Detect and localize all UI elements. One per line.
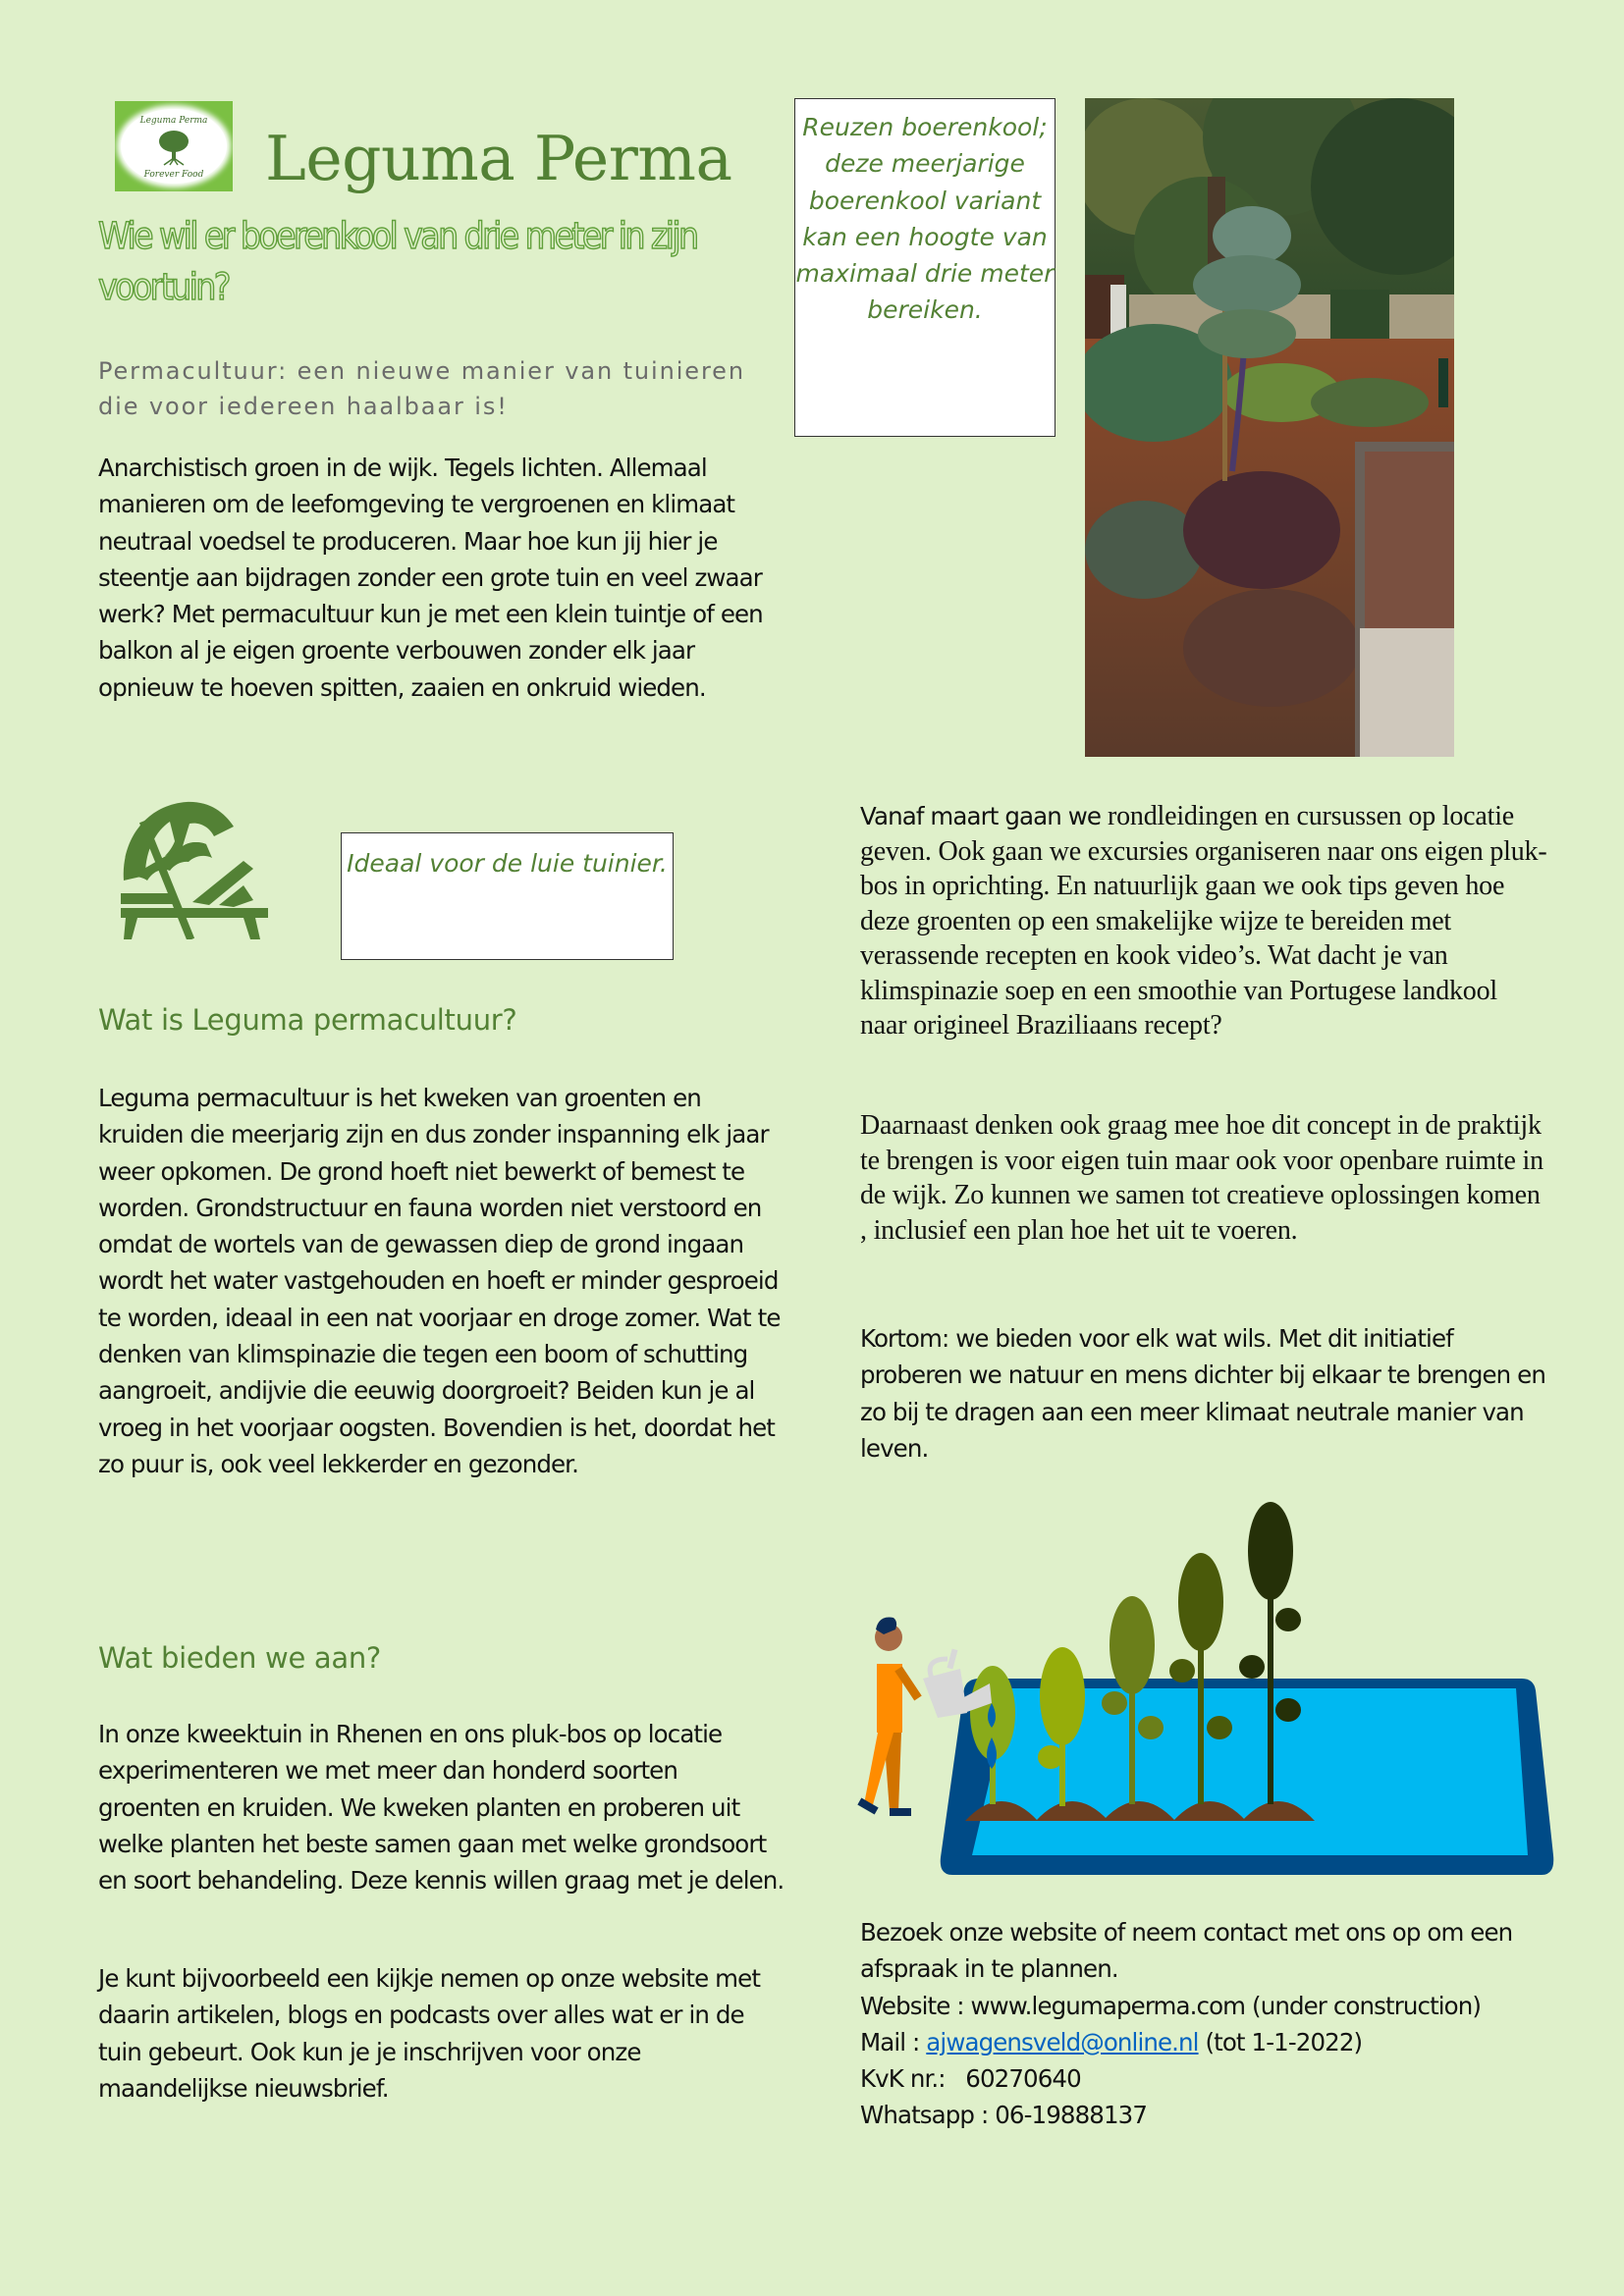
garden-photo [1085,98,1454,757]
kvk-value: 60270640 [965,2064,1081,2094]
website-label: Website : [860,1991,971,2020]
watering-plants-illustration [854,1492,1561,1885]
kale-caption-box: Reuzen boerenkool; deze meerjarige boerenkool variant kan een hoogte van maximaal drie meter bereiken. [794,98,1056,437]
logo-bottom-text: Forever Food [143,170,204,180]
main-heading: Wie wil er boerenkool van drie meter in zijn voortuin? [98,215,697,308]
activities-lead: Vanaf maart gaan we [860,802,1108,830]
mail-note: (tot 1-1-2022) [1198,2027,1363,2056]
intro-paragraph: Anarchistisch groen in de wijk. Tegels lichten. Allemaal manieren om de leefomgeving te vergroenen en klimaat neutraal voedsel te produceren. Maar hoe kun jij hier je steentje aan bijdragen zonder een grote tuin en veel zwaar werk? Met permacultuur kun je met een klein tuintje of een balkon al je eigen groente verbouwen zonder elk jaar opnieuw te hoeven spitten, zaaien en onkruid wieden. [98,454,763,702]
logo [115,101,233,191]
contact-kvk [860,2060,1547,2097]
contact-intro: Bezoek onze website of neem contact met ons op om een afspraak in te plannen. [860,1918,1513,1984]
offer-paragraph-2: Je kunt bijvoorbeeld een kijkje nemen op onze website met daarin artikelen, blogs en podcasts over alles wat er in de tuin gebeurt. Ook kun je je inschrijven voor onze maandelijkse nieuwsbrief. [98,1964,761,2103]
offer-paragraph-1: In onze kweektuin in Rhenen en ons pluk-bos op locatie experimenteren we met meer dan honderd soorten groenten en kruiden. We kweken planten en proberen uit welke planten het beste samen gaan met welke grondsoort en soort behandeling. Deze kennis willen graag met je delen. [98,1720,785,1896]
subtitle: Permacultuur: een nieuwe manier van tuinieren die voor iedereen haalbaar is! [98,357,745,420]
contact-website [860,1988,1547,2024]
logo-top-text: Leguma Perma [139,116,208,126]
mail-link[interactable]: ajwagensveld@online.nl [926,2027,1199,2056]
activities-paragraph [860,799,1547,1043]
mail-label: Mail : [860,2027,927,2056]
beach-chair-umbrella-icon [116,797,268,939]
what-is-paragraph: Leguma permacultuur is het kweken van groenten en kruiden die meerjarig zijn en dus zonder inspanning elk jaar weer opkomen. De grond hoeft niet bewerkt of bemest te worden. Grondstructuur en fauna worden niet verstoord en omdat de wortels van de gewassen diep de grond ingaan wordt het water vastgehouden en hoeft er minder gesproeid te worden, ideaal in een nat voorjaar en droge zomer. Wat te denken van klimspinazie die tegen een boom of schutting aangroeit, andijvie die eeuwig doorgroeit? Beiden kun je al vroeg in het voorjaar oogsten. Bovendien is het, doordat het zo puur is, ook veel lekkerder en gezonder. [98,1084,781,1478]
contact-mail [860,2024,1547,2060]
what-is-heading: Wat is Leguma permacultuur? [98,1003,517,1037]
brand-title: Leguma Perma [265,123,732,194]
offer-heading: Wat bieden we aan? [98,1641,382,1675]
whatsapp-value: 06-19888137 [995,2101,1148,2130]
website-value: www.legumaperma.com (under construction) [970,1991,1482,2020]
garden-photo-image [1085,98,1454,757]
contact-whatsapp [860,2097,1547,2133]
lazy-gardener-caption-box: Ideaal voor de luie tuinier. [341,832,674,960]
whatsapp-label: Whatsapp : [860,2101,996,2130]
summary-paragraph: Kortom: we bieden voor elk wat wils. Met dit initiatief proberen we natuur en mens dichter bij elkaar te brengen en zo bij te dragen aan een meer klimaat neutrale manier van leven. [860,1324,1545,1463]
collaboration-paragraph: Daarnaast denken ook graag mee hoe dit concept in de praktijk te brengen is voor eigen tuin maar ook voor openbare ruimte in de wijk. Zo kunnen we samen tot creatieve oplossingen komen , inclusief een plan hoe het uit te voeren. [860,1110,1543,1246]
contact-block [860,1914,1547,2134]
tree-icon [156,129,191,166]
activities-rest: rondleidingen en cursussen op locatie geven. Ook gaan we excursies organiseren naar ons eigen pluk-bos in oprichting. En natuurlijk gaan we ook tips geven hoe deze groenten op een smakelijke wijze te bereiden met verassende recepten en kook video’s. Wat dacht je van klimspinazie soep en een smoothie van Portugese landkool naar origineel Braziliaans recept? [860,801,1547,1041]
kvk-label: KvK nr.: [860,2064,966,2094]
